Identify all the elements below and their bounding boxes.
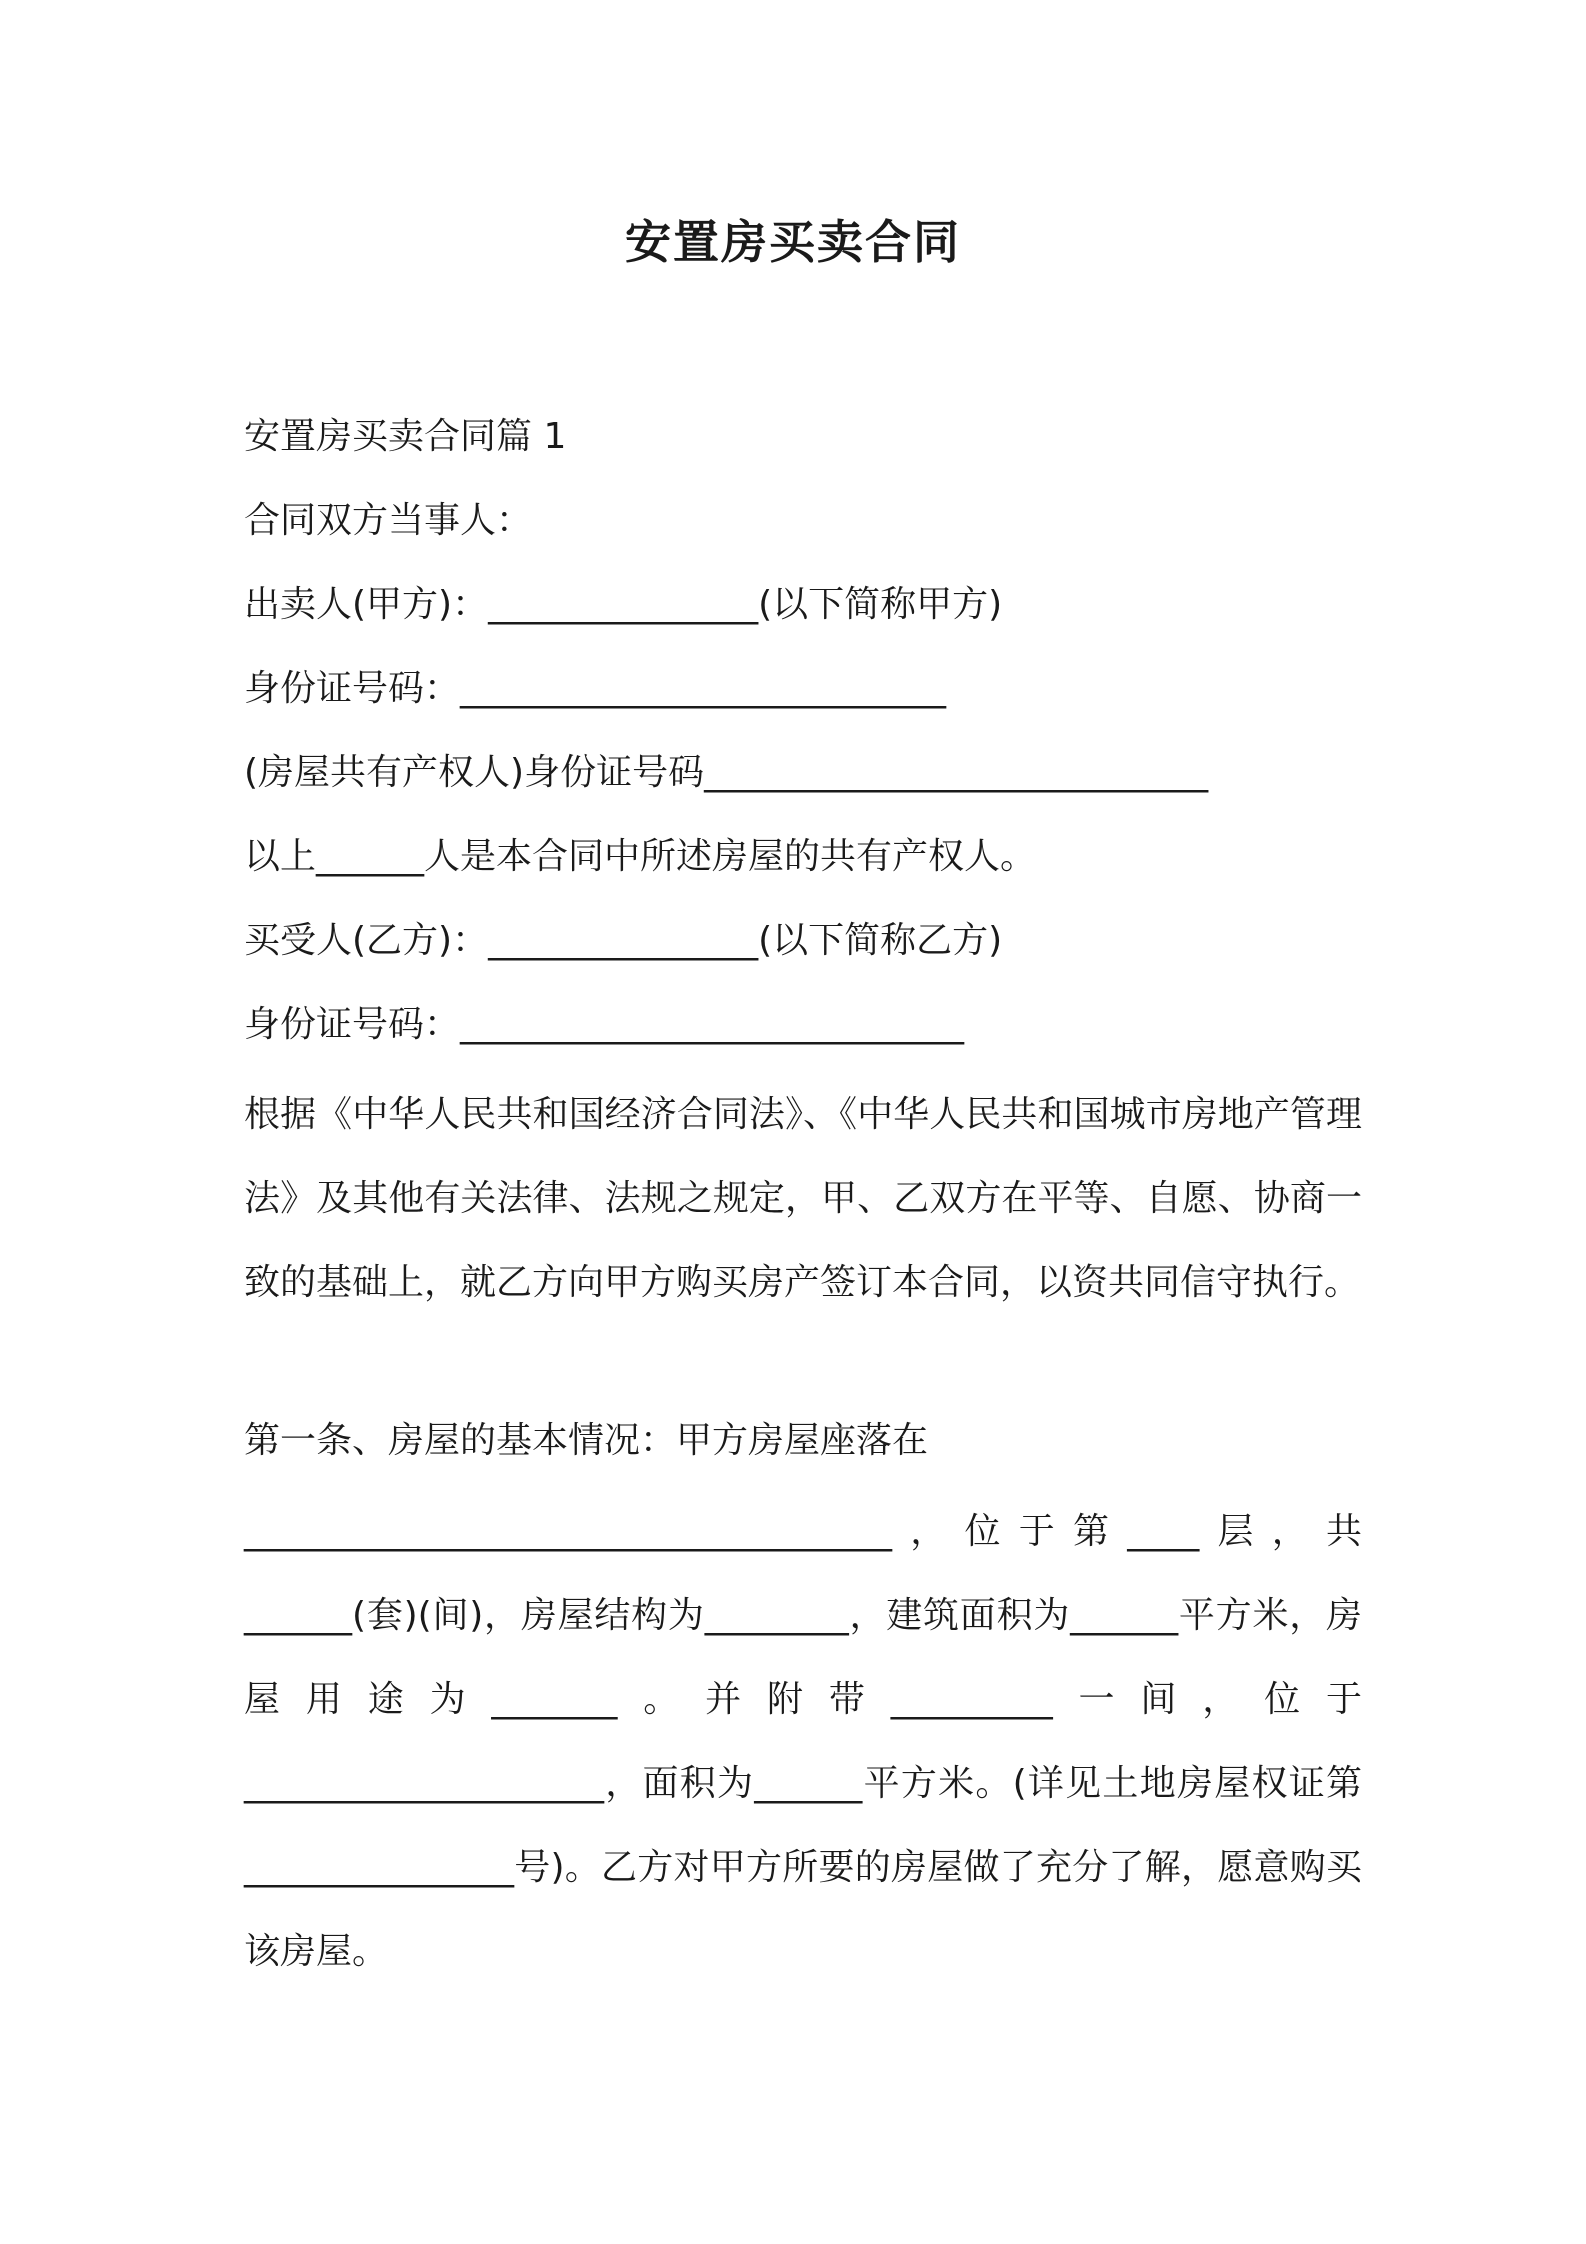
seller-id-line: 身份证号码：___________________________ — [244, 668, 947, 709]
buyer-id-line: 身份证号码：____________________________ — [244, 1004, 965, 1045]
document-title: 安置房买卖合同 — [625, 215, 961, 269]
basis-paragraph: 根据《中华人民共和国经济合同法》、《中华人民共和国城市房地产管理法》及其他有关法律、法规之规定，甲、乙双方在平等、自愿、协商一致的基础上，就乙方向甲方购买房产签订本合同，以资共同信守执行。 — [244, 1094, 1362, 1303]
co-owner-count-line: 以上______人是本合同中所述房屋的共有产权人。 — [244, 836, 1037, 877]
co-owner-id-line: (房屋共有产权人)身份证号码____________________________ — [244, 752, 1209, 793]
buyer-line: 买受人(乙方)：_______________(以下简称乙方) — [244, 920, 1003, 961]
article1-heading: 第一条、房屋的基本情况：甲方房屋座落在 — [244, 1420, 929, 1461]
article1-paragraph: ____________________________________，位于第____层，共______(套)(间)，房屋结构为________，建筑面积为______平方米，房屋用途为_______。并附带_________一间，位于____________________，面积为______平方米。(详见土地房屋权证第_______________号)。乙方对甲方所要的房屋做了充分了解，愿意购买该房屋。 — [244, 1511, 1362, 1972]
seller-line: 出卖人(甲方)：_______________(以下简称甲方) — [244, 584, 1003, 625]
parties-heading: 合同双方当事人： — [244, 500, 533, 541]
section-heading: 安置房买卖合同篇 1 — [244, 416, 567, 457]
